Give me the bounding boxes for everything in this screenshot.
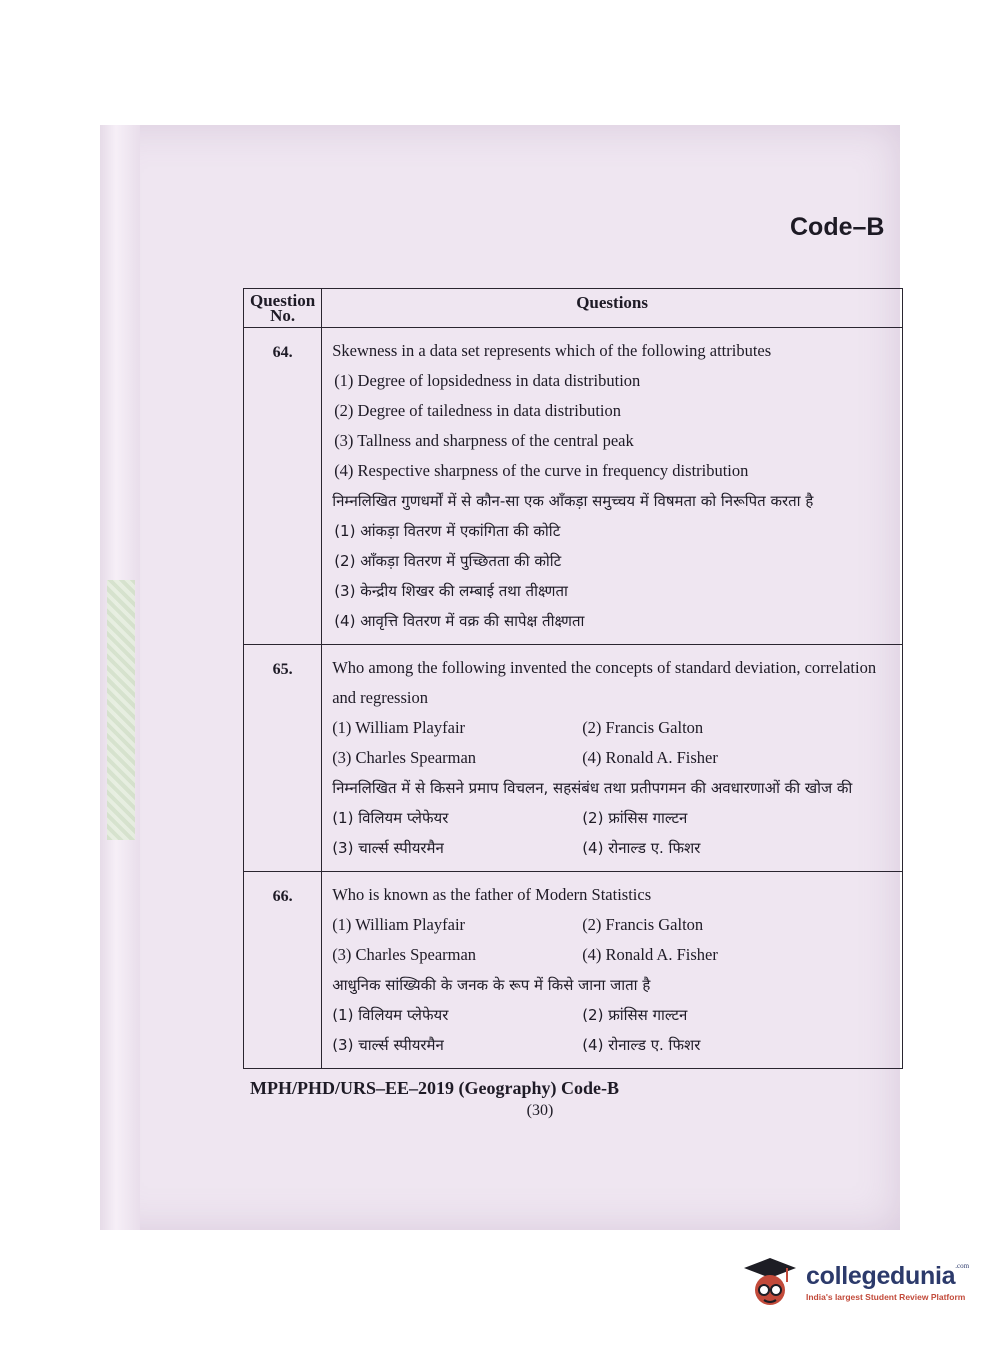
logo-text — [806, 1262, 969, 1302]
scanned-page — [100, 125, 900, 1230]
option-hi: (3) चार्ल्स स्पीयरमैन — [332, 839, 444, 857]
question-text-hi: निम्नलिखित गुणधर्मों में से कौन-सा एक आँकड़ा समुच्चय में विषमता को निरूपित करता है — [332, 492, 814, 510]
option: (1) William Playfair — [332, 718, 466, 737]
question-number: 65. — [244, 645, 322, 872]
option: (4) Ronald A. Fisher — [582, 945, 718, 964]
option-hi: (3) केन्द्रीय शिखर की लम्बाई तथा तीक्ष्णता — [334, 582, 568, 600]
table-row — [244, 872, 903, 1069]
option-row — [332, 713, 896, 743]
paper-footer: MPH/PHD/URS–EE–2019 (Geography) Code-B — [250, 1078, 619, 1098]
option-hi: (2) आँकड़ा वितरण में पुच्छितता की कोटि — [334, 552, 562, 570]
option-hi: (1) विलियम प्लेफेयर — [332, 1006, 449, 1024]
qno-header: Question No. — [244, 289, 322, 328]
tape-strip — [107, 580, 135, 840]
graduate-mascot-icon — [742, 1254, 798, 1310]
option-row — [332, 910, 896, 940]
option: (2) Francis Galton — [582, 915, 704, 934]
collegedunia-logo[interactable] — [742, 1254, 969, 1310]
question-number: 64. — [244, 328, 322, 645]
question-body — [322, 645, 903, 872]
option-row-hi — [332, 1000, 896, 1030]
question-text-hi: निम्नलिखित में से किसने प्रमाप विचलन, सहसंबंध तथा प्रतीपगमन की अवधारणाओं की खोज की — [332, 779, 853, 797]
question-text-en: Skewness in a data set represents which of the following attributes — [332, 341, 772, 360]
question-body — [322, 328, 903, 645]
option-hi: (4) रोनाल्ड ए. फिशर — [582, 839, 701, 857]
option-row-hi — [332, 1030, 896, 1060]
questions-header: Questions — [322, 289, 903, 328]
option: (4) Respective sharpness of the curve in frequency distribution — [334, 461, 749, 480]
question-table — [243, 288, 903, 1069]
option-row — [332, 940, 896, 970]
logo-com: .com — [955, 1262, 970, 1270]
logo-name: collegedunia — [806, 1262, 956, 1290]
option: (3) Charles Spearman — [332, 945, 477, 964]
option: (2) Francis Galton — [582, 718, 704, 737]
question-body — [322, 872, 903, 1069]
table-row — [244, 645, 903, 872]
question-number: 66. — [244, 872, 322, 1069]
option-hi: (1) आंकड़ा वितरण में एकांगिता की कोटि — [334, 522, 561, 540]
table-header-row — [244, 289, 903, 328]
option-row-hi — [332, 803, 896, 833]
logo-tagline: India's largest Student Review Platform — [806, 1292, 966, 1302]
option: (2) Degree of tailedness in data distribution — [334, 401, 622, 420]
option: (3) Tallness and sharpness of the central peak — [334, 431, 634, 450]
option-hi: (1) विलियम प्लेफेयर — [332, 809, 449, 827]
option-hi: (3) चार्ल्स स्पीयरमैन — [332, 1036, 444, 1054]
option: (3) Charles Spearman — [332, 748, 477, 767]
logo-wordmark — [806, 1262, 969, 1291]
option: (1) William Playfair — [332, 915, 466, 934]
question-text-hi: आधुनिक सांख्यिकी के जनक के रूप में किसे जाना जाता है — [332, 976, 651, 994]
option-hi: (4) रोनाल्ड ए. फिशर — [582, 1036, 701, 1054]
option-row — [332, 743, 896, 773]
page-number: (30) — [526, 1102, 554, 1119]
question-text-en: Who is known as the father of Modern Statistics — [332, 885, 652, 904]
option-hi: (2) फ्रांसिस गाल्टन — [582, 1006, 688, 1024]
question-text-en: Who among the following invented the concepts of standard deviation, correlation and regression — [332, 658, 877, 707]
option-hi: (2) फ्रांसिस गाल्टन — [582, 809, 688, 827]
option-row-hi — [332, 833, 896, 863]
table-row — [244, 328, 903, 645]
code-title: Code–B — [790, 213, 885, 241]
option: (1) Degree of lopsidedness in data distribution — [334, 371, 641, 390]
option-hi: (4) आवृत्ति वितरण में वक्र की सापेक्ष तीक्ष्णता — [334, 612, 585, 630]
option: (4) Ronald A. Fisher — [582, 748, 718, 767]
